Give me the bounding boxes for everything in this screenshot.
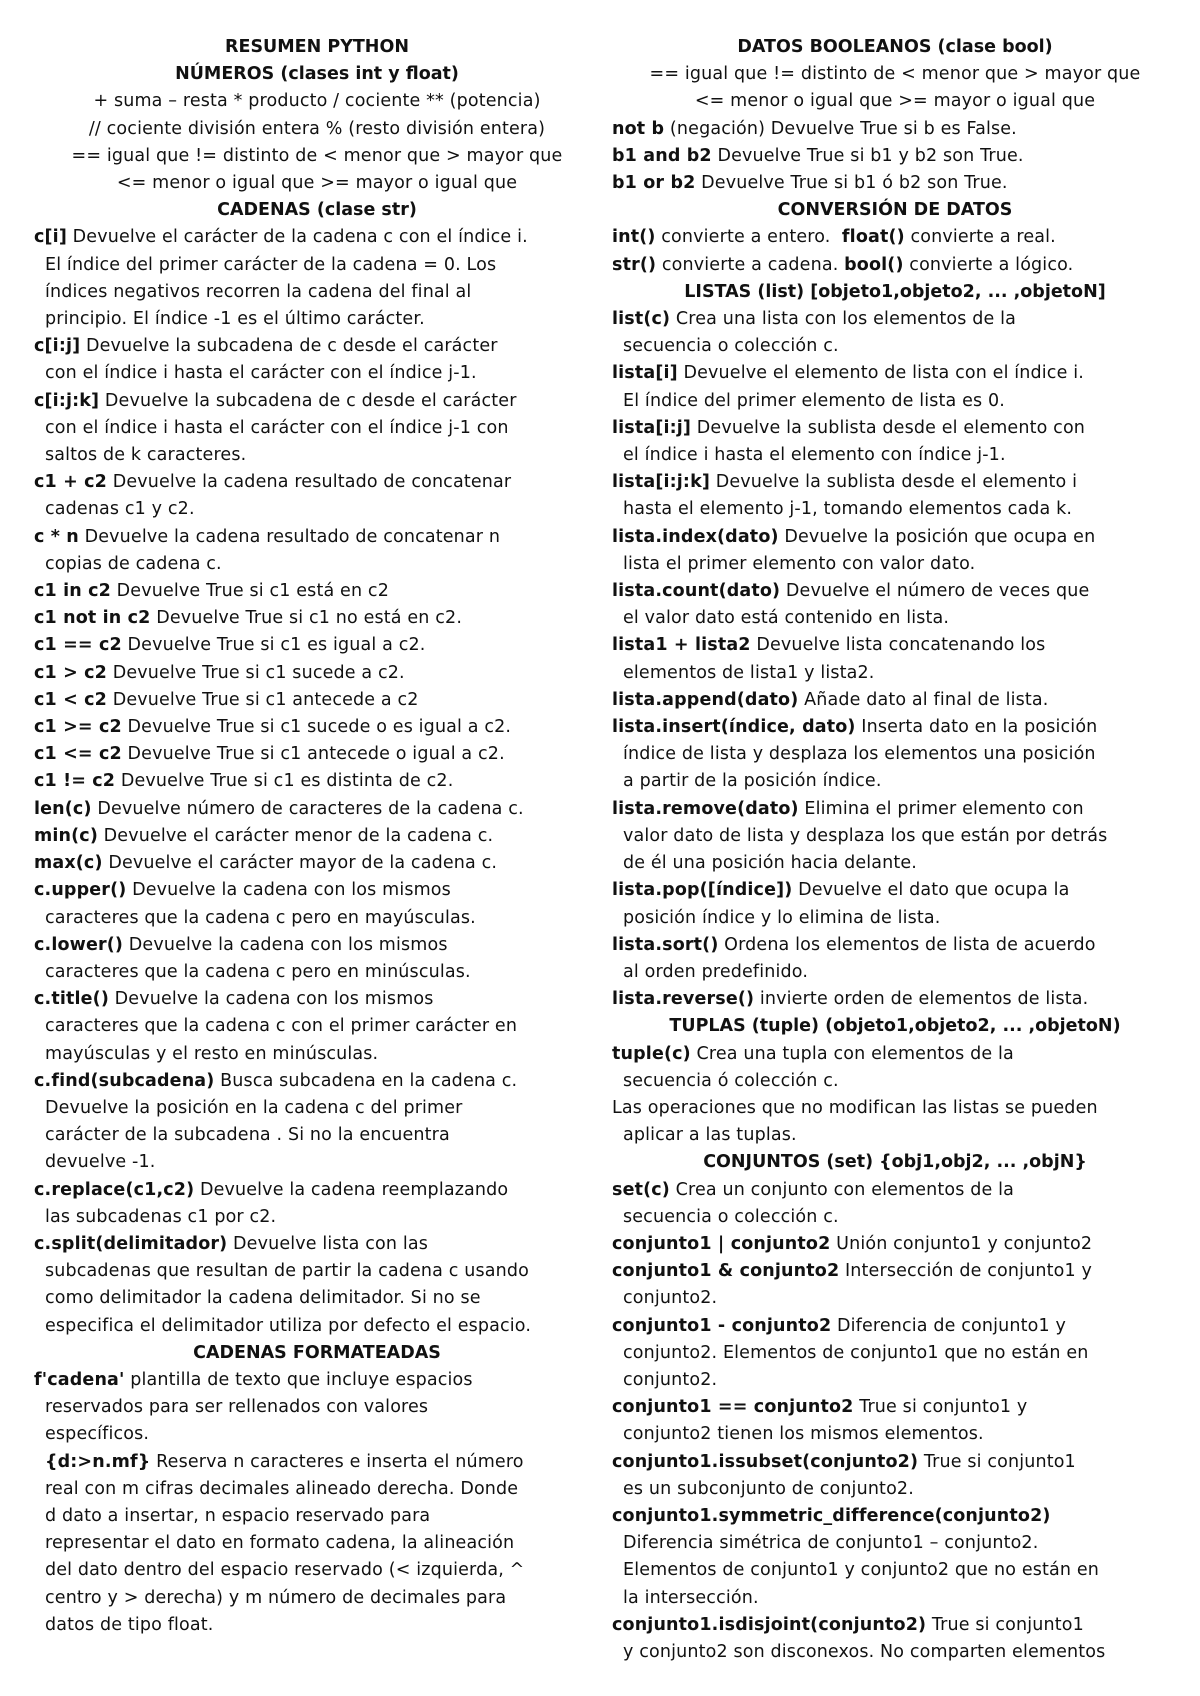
description-text: Añade dato al final de lista.	[798, 689, 1049, 710]
description-text: mayúsculas y el resto en minúsculas.	[45, 1043, 379, 1064]
code-keyword: int()	[612, 227, 656, 248]
code-keyword: bool()	[844, 254, 904, 275]
description-text: Devuelve True si c1 antecede a c2	[107, 689, 419, 710]
text-line	[34, 551, 600, 578]
text-line	[612, 388, 1178, 415]
code-keyword: lista.count(dato)	[612, 581, 781, 602]
code-keyword: lista[i:j]	[612, 417, 692, 438]
description-text: Devuelve la cadena resultado de concatenar n	[78, 526, 501, 547]
text-line	[612, 1340, 1178, 1367]
text-line	[34, 252, 600, 279]
code-keyword: lista.reverse()	[612, 989, 755, 1010]
section-title: RESUMEN PYTHON	[225, 37, 409, 57]
text-line	[612, 605, 1178, 632]
description-text: caracteres que la cadena c pero en minúsculas.	[45, 961, 471, 982]
description-text: d dato a insertar, n espacio reservado para	[45, 1505, 431, 1526]
text-line	[34, 1285, 600, 1312]
description-text: del dato dentro del espacio reservado (< izquierda, ^	[45, 1560, 525, 1581]
code-keyword: c1 < c2	[34, 689, 107, 710]
description-text: las subcadenas c1 por c2.	[45, 1206, 277, 1227]
code-keyword: c.replace(c1,c2)	[34, 1179, 195, 1200]
definition-line	[34, 632, 600, 659]
description-text: centro y > derecha) y m número de decimales para	[45, 1587, 507, 1608]
text-line	[612, 959, 1178, 986]
code-keyword: lista.insert(índice, dato)	[612, 717, 856, 738]
code-keyword: c.lower()	[34, 934, 124, 955]
right-column	[612, 34, 1178, 1666]
description-text: saltos de k caracteres.	[45, 445, 247, 466]
code-keyword: str()	[612, 254, 657, 275]
description-text: al orden predefinido.	[623, 961, 809, 982]
description-text: Devuelve la cadena resultado de concatenar	[107, 472, 512, 493]
text-line	[612, 551, 1178, 578]
definition-line	[34, 524, 600, 551]
definition-line	[34, 660, 600, 687]
code-keyword: set(c)	[612, 1179, 670, 1200]
definition-line	[34, 578, 600, 605]
description-text: convierte a cadena.	[656, 254, 845, 275]
description-text: Devuelve True si c1 no está en c2.	[150, 608, 463, 629]
definition-line	[34, 333, 600, 360]
description-text: Devuelve True si c1 está en c2	[110, 581, 389, 602]
description-text: conjunto2.	[623, 1369, 718, 1390]
code-keyword: c[i:j]	[34, 336, 81, 357]
description-text: secuencia o colección c.	[623, 336, 839, 357]
code-keyword: c.title()	[34, 989, 109, 1010]
section-title: DATOS BOOLEANOS (clase bool)	[737, 37, 1053, 57]
definition-line	[612, 116, 1178, 143]
description-text: Devuelve la cadena con los mismos	[123, 934, 448, 955]
description-text: (negación) Devuelve True si b es False.	[664, 118, 1017, 139]
definition-line	[34, 823, 600, 850]
description-text: Crea un conjunto con elementos de la	[669, 1179, 1015, 1200]
text-line	[612, 1367, 1178, 1394]
description-text: Crea una lista con los elementos de la	[670, 309, 1016, 330]
description-text: Busca subcadena en la cadena c.	[214, 1070, 518, 1091]
definition-line	[612, 1041, 1178, 1068]
description-text: copias de cadena c.	[45, 553, 222, 574]
description-text: Devuelve la subcadena de c desde el carácter	[99, 390, 517, 411]
text-line	[34, 1041, 600, 1068]
section-title: LISTAS (list) [objeto1,objeto2, ... ,objetoN]	[684, 281, 1106, 302]
text-line	[612, 1285, 1178, 1312]
definition-line	[612, 632, 1178, 659]
code-keyword: conjunto1 - conjunto2	[612, 1315, 832, 1336]
code-keyword: c1 >= c2	[34, 717, 122, 738]
definition-line	[34, 605, 600, 632]
definition-line	[34, 932, 600, 959]
description-text: devuelve -1.	[45, 1152, 156, 1173]
description-text: índices negativos recorren la cadena del final al	[45, 281, 472, 302]
text-line	[612, 741, 1178, 768]
code-keyword: float()	[841, 227, 905, 248]
code-keyword: b1 and b2	[612, 145, 712, 166]
definition-line	[612, 524, 1178, 551]
text-line	[34, 1557, 600, 1584]
description-text: carácter de la subcadena . Si no la encuentra	[45, 1125, 450, 1146]
code-keyword: c1 > c2	[34, 662, 107, 683]
description-text: índice de lista y desplaza los elementos una posición	[623, 744, 1096, 765]
description-text: Ordena los elementos de lista de acuerdo	[718, 934, 1096, 955]
code-keyword: max(c)	[34, 853, 103, 874]
description-text: Devuelve la posición en la cadena c del primer	[45, 1097, 463, 1118]
text-line	[612, 442, 1178, 469]
definition-line	[612, 1503, 1178, 1530]
description-text: datos de tipo float.	[45, 1614, 214, 1635]
text-line	[612, 333, 1178, 360]
definition-line	[34, 224, 600, 251]
text-line	[612, 1530, 1178, 1557]
code-keyword: conjunto1 == conjunto2	[612, 1397, 854, 1418]
description-text: hasta el elemento j-1, tomando elementos cada k.	[623, 499, 1073, 520]
text-line	[612, 768, 1178, 795]
text-line	[34, 1122, 600, 1149]
code-keyword: c1 != c2	[34, 771, 116, 792]
text-line	[34, 1313, 600, 1340]
description-text: Devuelve la subcadena de c desde el carácter	[80, 336, 498, 357]
definition-line	[612, 1449, 1178, 1476]
description-text: caracteres que la cadena c con el primer carácter en	[45, 1016, 518, 1037]
description-text: invierte orden de elementos de lista.	[754, 989, 1089, 1010]
code-keyword: lista.index(dato)	[612, 526, 779, 547]
code-keyword: lista.remove(dato)	[612, 798, 799, 819]
operator-line: == igual que != distinto de < menor que > mayor que	[649, 64, 1141, 85]
description-text: Devuelve True si c1 antecede o igual a c2.	[121, 744, 505, 765]
description-text: lista el primer elemento con valor dato.	[623, 553, 976, 574]
description-text: Devuelve el dato que ocupa la	[792, 880, 1070, 901]
description-text: Elementos de conjunto1 y conjunto2 que no están en	[623, 1560, 1100, 1581]
description-text: reservados para ser rellenados con valores	[45, 1397, 429, 1418]
text-line	[612, 1585, 1178, 1612]
text-line	[34, 1204, 600, 1231]
definition-line	[612, 714, 1178, 741]
description-text: Devuelve el carácter de la cadena c con el índice i.	[66, 227, 528, 248]
code-keyword: c1 <= c2	[34, 744, 122, 765]
code-keyword: tuple(c)	[612, 1043, 691, 1064]
definition-line	[34, 1068, 600, 1095]
description-text: con el índice i hasta el carácter con el índice j-1.	[45, 363, 477, 384]
definition-line	[34, 1367, 600, 1394]
code-keyword: b1 or b2	[612, 173, 696, 194]
definition-line	[34, 1449, 600, 1476]
definition-line	[34, 469, 600, 496]
description-text: el valor dato está contenido en lista.	[623, 608, 950, 629]
description-text: convierte a entero.	[655, 227, 842, 248]
text-line	[612, 1122, 1178, 1149]
text-line	[612, 1476, 1178, 1503]
section-title: CONJUNTOS (set) {obj1,obj2, ... ,objN}	[703, 1152, 1087, 1173]
definition-line	[612, 1313, 1178, 1340]
description-text: Devuelve la sublista desde el elemento con	[691, 417, 1086, 438]
definition-line	[612, 1177, 1178, 1204]
description-text: Devuelve True si c1 es distinta de c2.	[115, 771, 454, 792]
text-line	[612, 1095, 1178, 1122]
definition-line	[612, 687, 1178, 714]
description-text: Crea una tupla con elementos de la	[690, 1043, 1014, 1064]
description-text: Devuelve True si c1 sucede o es igual a c2.	[121, 717, 512, 738]
text-line	[612, 905, 1178, 932]
description-text: el índice i hasta el elemento con índice j-1.	[623, 445, 1006, 466]
definition-line	[612, 986, 1178, 1013]
description-text: posición índice y lo elimina de lista.	[623, 907, 941, 928]
text-line	[612, 1557, 1178, 1584]
text-line	[34, 1503, 600, 1530]
description-text: Devuelve True si b1 ó b2 son True.	[695, 173, 1008, 194]
definition-line	[612, 578, 1178, 605]
definition-line	[34, 796, 600, 823]
text-line	[612, 1639, 1178, 1666]
description-text: True si conjunto1 y	[853, 1397, 1028, 1418]
text-line	[34, 1013, 600, 1040]
code-keyword: lista[i:j:k]	[612, 472, 711, 493]
text-line	[34, 1258, 600, 1285]
definition-line	[34, 877, 600, 904]
text-line	[612, 1204, 1178, 1231]
description-text: representar el dato en formato cadena, la alineación	[45, 1533, 515, 1554]
text-line	[34, 1149, 600, 1176]
description-text: específicos.	[45, 1424, 150, 1445]
description-text: caracteres que la cadena c pero en mayúsculas.	[45, 907, 476, 928]
definition-line	[34, 1177, 600, 1204]
text-line	[34, 306, 600, 333]
section-title: CADENAS FORMATEADAS	[193, 1342, 441, 1363]
definition-line	[612, 932, 1178, 959]
description-text: a partir de la posición índice.	[623, 771, 882, 792]
description-text: Devuelve True si b1 y b2 son True.	[711, 145, 1024, 166]
description-text: Devuelve la cadena reemplazando	[194, 1179, 509, 1200]
code-keyword: c1 == c2	[34, 635, 122, 656]
text-line	[34, 1476, 600, 1503]
code-keyword: len(c)	[34, 798, 92, 819]
definition-line	[612, 796, 1178, 823]
section-title: CADENAS (clase str)	[217, 200, 417, 221]
code-keyword: c1 + c2	[34, 472, 107, 493]
description-text: es un subconjunto de conjunto2.	[623, 1478, 914, 1499]
code-keyword: c * n	[34, 526, 79, 547]
text-line	[34, 905, 600, 932]
description-text: Devuelve el número de veces que	[780, 581, 1090, 602]
section-title: TUPLAS (tuple) (objeto1,objeto2, ... ,objetoN)	[669, 1016, 1121, 1037]
description-text: secuencia o colección c.	[623, 1206, 839, 1227]
definition-line	[612, 415, 1178, 442]
definition-line	[612, 1612, 1178, 1639]
description-text: convierte a lógico.	[903, 254, 1074, 275]
description-text: True si conjunto1	[918, 1451, 1076, 1472]
operator-line: <= menor o igual que >= mayor o igual que	[116, 173, 518, 194]
code-keyword: c1 in c2	[34, 581, 111, 602]
description-text: Unión conjunto1 y conjunto2	[830, 1233, 1093, 1254]
code-keyword: {d:>n.mf}	[45, 1451, 151, 1472]
description-text: valor dato de lista y desplaza los que están por detrás	[623, 825, 1108, 846]
code-keyword: list(c)	[612, 309, 671, 330]
definition-line	[612, 877, 1178, 904]
description-text: con el índice i hasta el carácter con el índice j-1 con	[45, 417, 509, 438]
definition-line	[612, 469, 1178, 496]
text-line	[34, 1394, 600, 1421]
code-keyword: min(c)	[34, 825, 98, 846]
text-line	[34, 1530, 600, 1557]
code-keyword: f'cadena'	[34, 1369, 125, 1390]
code-keyword: conjunto1.isdisjoint(conjunto2)	[612, 1614, 927, 1635]
description-text: Intersección de conjunto1 y	[839, 1261, 1092, 1282]
description-text: Devuelve la sublista desde el elemento i	[710, 472, 1078, 493]
text-line	[34, 496, 600, 523]
description-text: El índice del primer carácter de la cadena = 0. Los	[45, 254, 497, 275]
code-keyword: c1 not in c2	[34, 608, 151, 629]
text-line	[34, 959, 600, 986]
description-text: Devuelve lista con las	[227, 1233, 429, 1254]
code-keyword: c[i]	[34, 227, 67, 248]
code-keyword: conjunto1.issubset(conjunto2)	[612, 1451, 919, 1472]
description-text: Devuelve el carácter mayor de la cadena c.	[102, 853, 498, 874]
operator-line: + suma – resta * producto / cociente ** (potencia)	[93, 91, 541, 112]
definition-line	[34, 1231, 600, 1258]
description-text: El índice del primer elemento de lista es 0.	[623, 390, 1005, 411]
description-text: de él una posición hacia delante.	[623, 853, 918, 874]
description-text: real con m cifras decimales alineado derecha. Donde	[45, 1478, 519, 1499]
description-text: Diferencia simétrica de conjunto1 – conjunto2.	[623, 1533, 1039, 1554]
description-text: y conjunto2 son disconexos. No comparten elementos	[623, 1641, 1106, 1662]
description-text: Devuelve la cadena con los mismos	[108, 989, 434, 1010]
code-keyword: lista.pop([índice])	[612, 880, 793, 901]
operator-line: // cociente división entera % (resto división entera)	[88, 118, 546, 139]
text-line	[612, 1421, 1178, 1448]
code-keyword: conjunto1 & conjunto2	[612, 1261, 840, 1282]
left-column	[34, 34, 600, 1639]
text-line	[612, 823, 1178, 850]
definition-line	[612, 224, 1178, 251]
definition-line	[34, 388, 600, 415]
code-keyword: c[i:j:k]	[34, 390, 100, 411]
code-keyword: conjunto1.symmetric_difference(conjunto2)	[612, 1505, 1051, 1526]
description-text: Devuelve la posición que ocupa en	[778, 526, 1096, 547]
description-text: Reserva n caracteres e inserta el número	[150, 1451, 524, 1472]
description-text: como delimitador la cadena delimitador. Si no se	[45, 1288, 481, 1309]
definition-line	[612, 170, 1178, 197]
definition-line	[34, 714, 600, 741]
text-line	[34, 1612, 600, 1639]
definition-line	[612, 1394, 1178, 1421]
code-keyword: c.split(delimitador)	[34, 1233, 228, 1254]
definition-line	[612, 1258, 1178, 1285]
definition-line	[34, 768, 600, 795]
description-text: la intersección.	[623, 1587, 759, 1608]
definition-line	[612, 306, 1178, 333]
code-keyword: lista.append(dato)	[612, 689, 799, 710]
description-text: Devuelve True si c1 es igual a c2.	[121, 635, 426, 656]
definition-line	[34, 687, 600, 714]
section-title: CONVERSIÓN DE DATOS	[777, 200, 1013, 221]
definition-line	[34, 741, 600, 768]
definition-line	[612, 360, 1178, 387]
code-keyword: conjunto1 | conjunto2	[612, 1233, 831, 1254]
code-keyword: lista1 + lista2	[612, 635, 751, 656]
description-text: cadenas c1 y c2.	[45, 499, 195, 520]
description-text: conjunto2.	[623, 1288, 718, 1309]
description-text: Elimina el primer elemento con	[798, 798, 1084, 819]
description-text: secuencia ó colección c.	[623, 1070, 839, 1091]
description-text: Diferencia de conjunto1 y	[831, 1315, 1066, 1336]
description-text: Devuelve el elemento de lista con el índice i.	[677, 363, 1084, 384]
description-text: Devuelve el carácter menor de la cadena c.	[97, 825, 494, 846]
definition-line	[34, 986, 600, 1013]
description-text: especifica el delimitador utiliza por defecto el espacio.	[45, 1315, 532, 1336]
definition-line	[612, 252, 1178, 279]
text-line	[34, 1421, 600, 1448]
description-text: convierte a real.	[904, 227, 1056, 248]
text-line	[34, 279, 600, 306]
text-line	[34, 442, 600, 469]
description-text: Devuelve True si c1 sucede a c2.	[107, 662, 405, 683]
text-line	[34, 1095, 600, 1122]
operator-line: == igual que != distinto de < menor que > mayor que	[71, 145, 563, 166]
description-text: aplicar a las tuplas.	[623, 1125, 797, 1146]
description-text: plantilla de texto que incluye espacios	[124, 1369, 473, 1390]
description-text: Devuelve lista concatenando los	[750, 635, 1046, 656]
definition-line	[34, 850, 600, 877]
description-text: Inserta dato en la posición	[855, 717, 1098, 738]
text-line	[612, 496, 1178, 523]
description-text: principio. El índice -1 es el último carácter.	[45, 309, 425, 330]
text-line	[612, 1068, 1178, 1095]
text-line	[34, 360, 600, 387]
description-text: subcadenas que resultan de partir la cadena c usando	[45, 1261, 529, 1282]
code-keyword: lista.sort()	[612, 934, 719, 955]
text-line	[34, 1585, 600, 1612]
description-text: Devuelve la cadena con los mismos	[126, 880, 451, 901]
description-text: Devuelve número de caracteres de la cadena c.	[91, 798, 524, 819]
description-text: elementos de lista1 y lista2.	[623, 662, 875, 683]
description-text: Las operaciones que no modifican las listas se pueden	[612, 1097, 1098, 1118]
code-keyword: c.upper()	[34, 880, 127, 901]
operator-line: <= menor o igual que >= mayor o igual que	[694, 91, 1096, 112]
definition-line	[612, 143, 1178, 170]
text-line	[612, 660, 1178, 687]
code-keyword: c.find(subcadena)	[34, 1070, 215, 1091]
description-text: True si conjunto1	[926, 1614, 1084, 1635]
definition-line	[612, 1231, 1178, 1258]
code-keyword: lista[i]	[612, 363, 678, 384]
text-line	[34, 415, 600, 442]
description-text: conjunto2 tienen los mismos elementos.	[623, 1424, 984, 1445]
code-keyword: not b	[612, 118, 665, 139]
description-text: conjunto2. Elementos de conjunto1 que no están en	[623, 1342, 1089, 1363]
section-title: NÚMEROS (clases int y float)	[175, 64, 459, 85]
text-line	[612, 850, 1178, 877]
